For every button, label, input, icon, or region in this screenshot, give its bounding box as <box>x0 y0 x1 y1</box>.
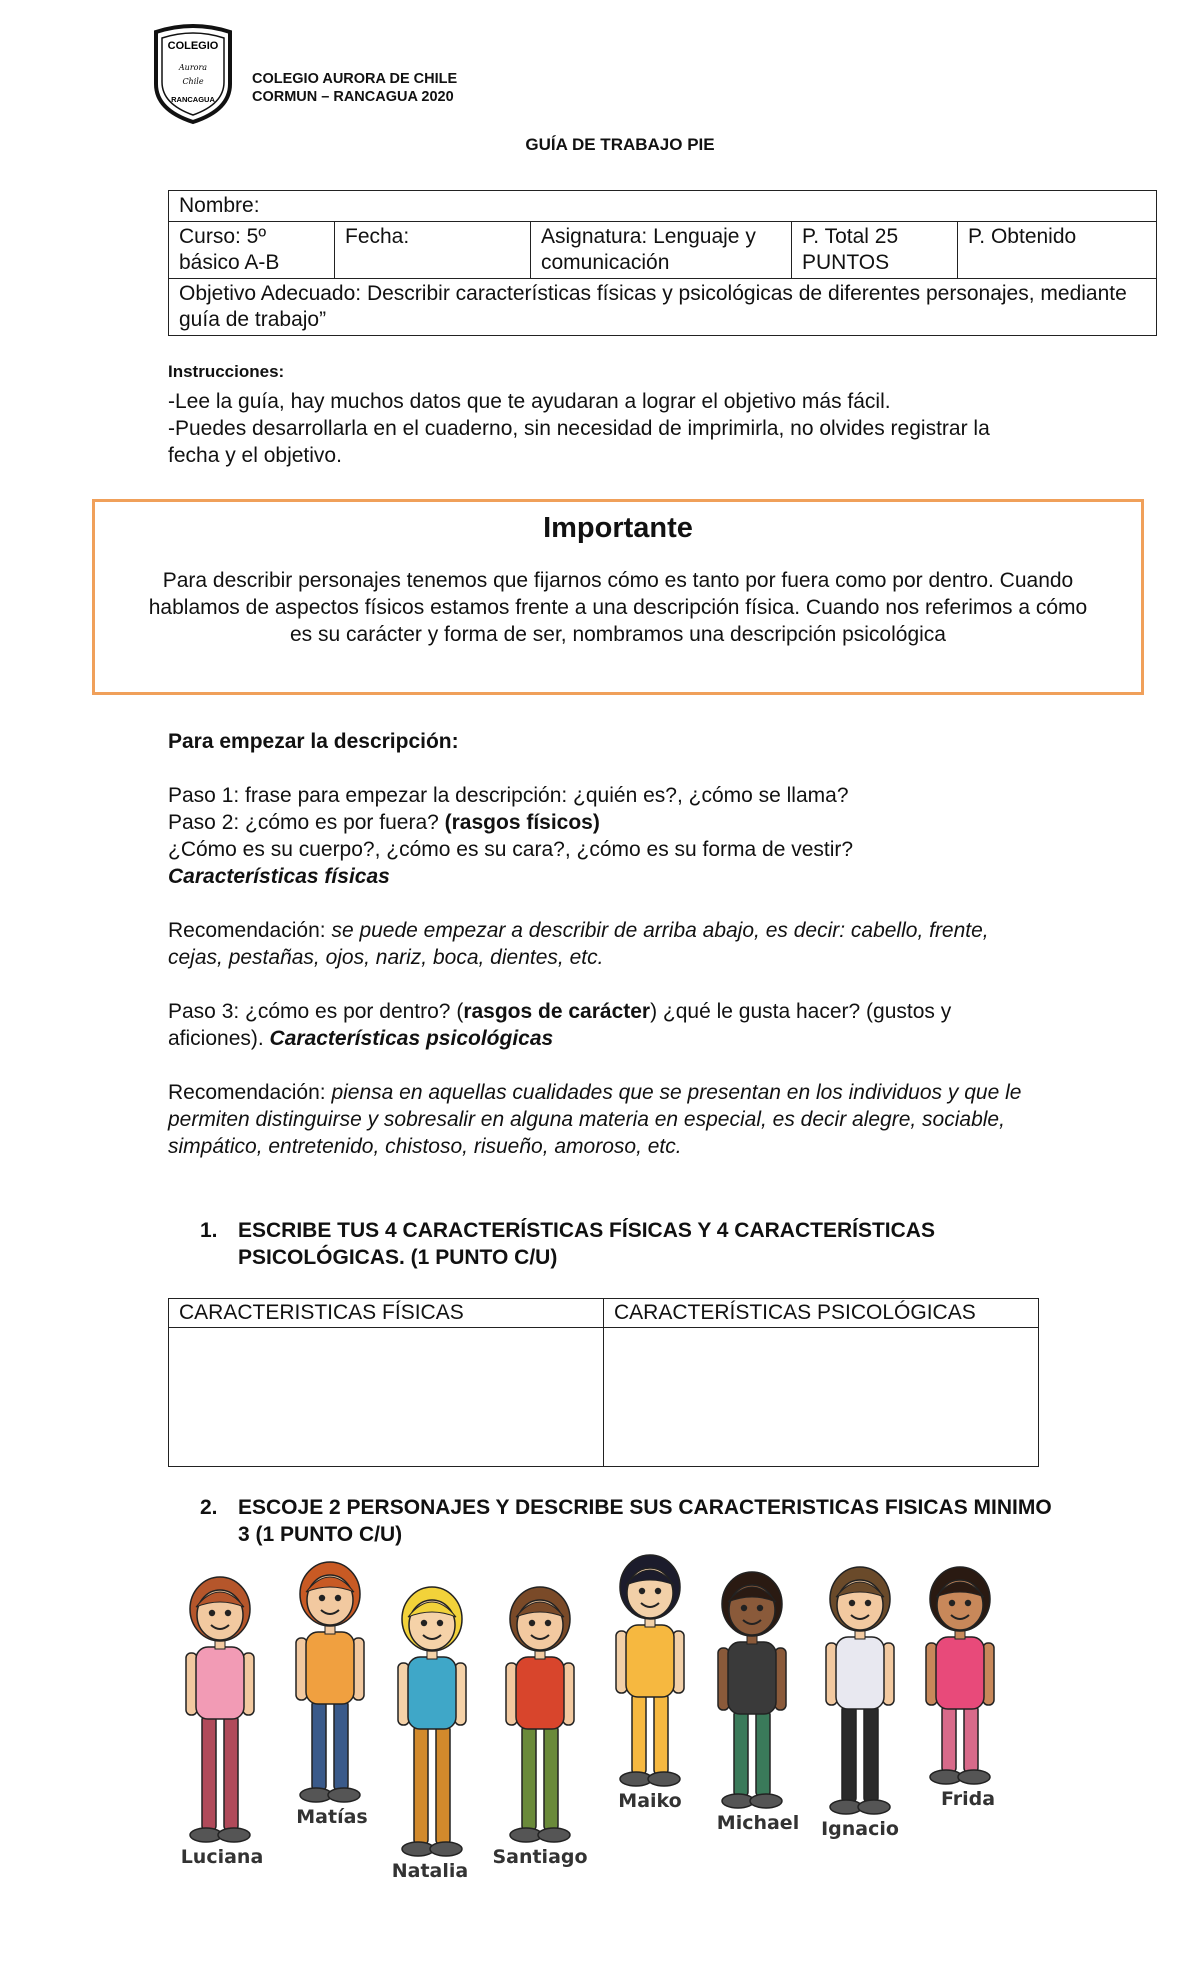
character-name-label: Maiko <box>618 1790 682 1812</box>
eye <box>965 1600 971 1606</box>
instruction-line-1: -Lee la guía, hay muchos datos que te ayudaran a lograr el objetivo más fácil. <box>168 390 891 413</box>
torso <box>626 1625 674 1697</box>
leg <box>312 1700 326 1791</box>
torso <box>306 1632 354 1704</box>
shoe <box>930 1770 962 1784</box>
character-8 <box>926 1567 995 1810</box>
psychological-header: CARACTERÍSTICAS PSICOLÓGICAS <box>604 1299 1039 1328</box>
task-2-text: ESCOJE 2 PERSONAJES Y DESCRIBE SUS CARACTERISTICAS FISICAS MINIMO 3 (1 PUNTO C/U) <box>238 1496 1052 1546</box>
p-total-cell: P. Total 25 PUNTOS <box>792 222 958 279</box>
shoe <box>750 1794 782 1808</box>
character-5 <box>616 1555 684 1812</box>
eye <box>529 1620 535 1626</box>
logo-text-mid1: Aurora <box>178 63 208 72</box>
shoe <box>958 1770 990 1784</box>
leg <box>202 1715 216 1831</box>
eye <box>437 1620 443 1626</box>
paso-3-lead: Paso 3: ¿cómo es por dentro? ( <box>168 1000 464 1023</box>
character-name-label: Michael <box>716 1812 800 1834</box>
nombre-cell[interactable]: Nombre: <box>169 191 1157 222</box>
eye <box>421 1620 427 1626</box>
character-name-label: Natalia <box>391 1860 469 1882</box>
leg <box>544 1725 558 1831</box>
objetivo-cell: Objetivo Adecuado: Describir características físicas y psicológicas de diferentes personajes, mediante guía de trabajo” <box>169 279 1157 336</box>
steps-subtitle: Para empezar la descripción: <box>168 730 459 753</box>
character-6 <box>717 1572 799 1834</box>
shoe <box>858 1800 890 1814</box>
leg <box>864 1705 878 1803</box>
character-name-label: Santiago <box>492 1846 588 1868</box>
leg <box>654 1693 668 1775</box>
eye <box>335 1595 341 1601</box>
task-2 <box>200 1494 1060 1548</box>
psychological-answer-cell[interactable] <box>604 1328 1039 1467</box>
eye <box>757 1605 763 1611</box>
paso-2-label: Características físicas <box>168 865 390 888</box>
physical-header: CARACTERISTICAS FÍSICAS <box>169 1299 604 1328</box>
character-name-label: Matías <box>296 1806 368 1828</box>
eye <box>209 1610 215 1616</box>
shoe <box>402 1842 434 1856</box>
leg <box>632 1693 646 1775</box>
shoe <box>430 1842 462 1856</box>
task-1-number: 1. <box>200 1219 218 1242</box>
instructions <box>168 388 1028 469</box>
torso <box>836 1637 884 1709</box>
eye <box>949 1600 955 1606</box>
logo-text-mid2: Chile <box>182 77 204 86</box>
school-name: COLEGIO AURORA DE CHILE <box>252 71 458 87</box>
important-text: Para describir personajes tenemos que fijarnos cómo es tanto por fuera como por dentro. Cuando hablamos de aspectos físicos estamos frente a una descripción física. Cuando nos referimos a cómo es su carácter y forma de ser, nombramos una descripción psicológica <box>148 569 1088 646</box>
description-steps <box>168 728 1048 1187</box>
task-1-text: ESCRIBE TUS 4 CARACTERÍSTICAS FÍSICAS Y 4 CARACTERÍSTICAS PSICOLÓGICAS. (1 PUNTO C/U) <box>238 1219 935 1269</box>
torso <box>516 1657 564 1729</box>
eye <box>849 1600 855 1606</box>
eye <box>865 1600 871 1606</box>
rec-1-lead: Recomendación: <box>168 919 332 942</box>
character-7 <box>821 1567 899 1840</box>
character-4 <box>492 1587 587 1868</box>
leg <box>942 1705 956 1773</box>
eye <box>319 1595 325 1601</box>
task-1 <box>200 1217 1060 1271</box>
eye <box>741 1605 747 1611</box>
shoe <box>190 1828 222 1842</box>
paso-2-bold: (rasgos físicos) <box>444 811 600 834</box>
paso-3-label: Características psicológicas <box>269 1027 554 1050</box>
eye <box>225 1610 231 1616</box>
paso-3-mid: ) ¿qué le gusta hacer? (gustos y aficiones). <box>168 1000 952 1050</box>
shoe <box>648 1772 680 1786</box>
shoe <box>218 1828 250 1842</box>
shoe <box>328 1788 360 1802</box>
guide-title: GUÍA DE TRABAJO PIE <box>525 135 715 154</box>
shoe <box>830 1800 862 1814</box>
school-logo <box>150 22 236 126</box>
instructions-title: Instrucciones: <box>168 362 285 381</box>
important-box <box>92 499 1144 695</box>
shoe <box>300 1788 332 1802</box>
paso-3-bold: rasgos de carácter <box>463 1000 651 1023</box>
paso-1: Paso 1: frase para empezar la descripción: ¿quién es?, ¿cómo se llama? <box>168 784 849 807</box>
rec-2-lead: Recomendación: <box>168 1081 332 1104</box>
character-3 <box>392 1587 468 1882</box>
school-header <box>252 70 457 106</box>
asignatura-cell: Asignatura: Lenguaje y comunicación <box>531 222 792 279</box>
eye <box>639 1588 645 1594</box>
characteristics-table <box>168 1298 1039 1467</box>
character-1 <box>181 1577 264 1868</box>
leg <box>334 1700 348 1791</box>
leg <box>436 1725 450 1845</box>
physical-answer-cell[interactable] <box>169 1328 604 1467</box>
paso-2-questions: ¿Cómo es su cuerpo?, ¿cómo es su cara?, ¿cómo es su forma de vestir? <box>168 838 854 861</box>
instruction-line-2: -Puedes desarrollarla en el cuaderno, sin necesidad de imprimirla, no olvides registrar la fecha y el objetivo. <box>168 417 990 467</box>
rec-2-text: piensa en aquellas cualidades que se presentan en los individuos y que le permiten distinguirse y sobresalir en alguna materia en especial, es decir alegre, sociable, simpático, entretenido, chistoso, risueño, amoroso, etc. <box>168 1081 1022 1158</box>
leg <box>756 1710 770 1797</box>
leg <box>734 1710 748 1797</box>
recommendation-1 <box>168 917 1048 971</box>
recommendation-2 <box>168 1079 1048 1160</box>
leg <box>224 1715 238 1831</box>
torso <box>196 1647 244 1719</box>
important-title: Importante <box>543 512 693 544</box>
eye <box>655 1588 661 1594</box>
character-2 <box>296 1562 368 1828</box>
p-obtenido-cell[interactable]: P. Obtenido <box>958 222 1157 279</box>
rec-1-text: se puede empezar a describir de arriba abajo, es decir: cabello, frente, cejas, pestañas, ojos, nariz, boca, dientes, etc. <box>168 919 989 969</box>
character-name-label: Luciana <box>180 1846 264 1868</box>
leg <box>414 1725 428 1845</box>
character-name-label: Frida <box>940 1788 996 1810</box>
step-paragraph-3 <box>168 998 1048 1052</box>
leg <box>522 1725 536 1831</box>
fecha-cell[interactable]: Fecha: <box>335 222 531 279</box>
eye <box>545 1620 551 1626</box>
task-2-number: 2. <box>200 1496 218 1519</box>
curso-cell: Curso: 5º básico A-B <box>169 222 335 279</box>
info-table <box>168 190 1157 336</box>
character-name-label: Ignacio <box>821 1818 899 1840</box>
torso <box>408 1657 456 1729</box>
shoe <box>722 1794 754 1808</box>
torso <box>728 1642 776 1714</box>
shoe <box>510 1828 542 1842</box>
leg <box>964 1705 978 1773</box>
shoe <box>538 1828 570 1842</box>
paso-2-lead: Paso 2: ¿cómo es por fuera? <box>168 811 445 834</box>
logo-text-bottom: RANCAGUA <box>171 95 215 104</box>
characters-illustration <box>160 1545 1060 1885</box>
step-paragraph-1-2 <box>168 782 1048 890</box>
torso <box>936 1637 984 1709</box>
shoe <box>620 1772 652 1786</box>
logo-text-top: COLEGIO <box>167 40 219 52</box>
school-location: CORMUN – RANCAGUA 2020 <box>252 89 454 105</box>
leg <box>842 1705 856 1803</box>
